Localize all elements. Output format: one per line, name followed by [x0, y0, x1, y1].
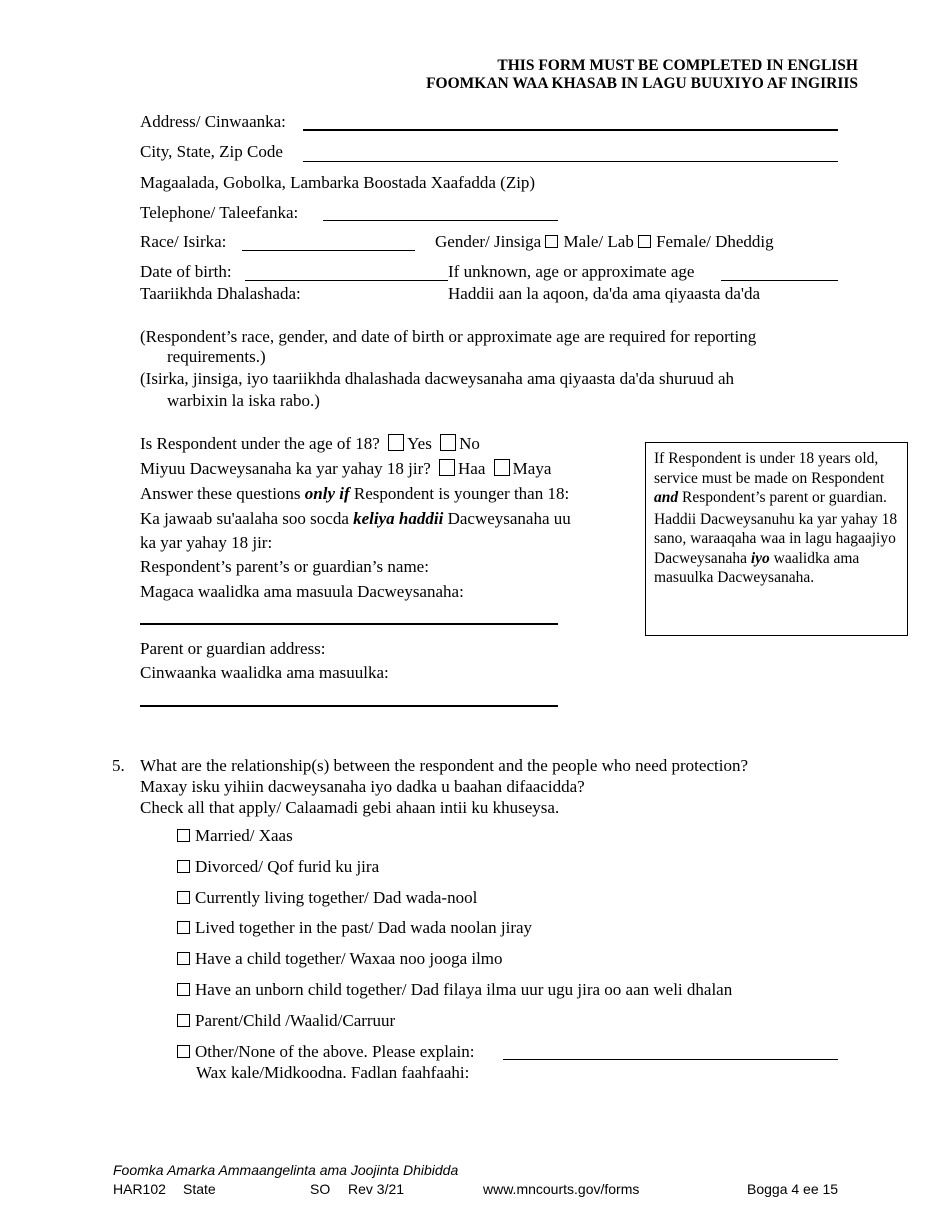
female-label: Female/ Dheddig — [656, 232, 774, 251]
male-label: Male/ Lab — [563, 232, 634, 251]
no-checkbox[interactable] — [440, 434, 456, 451]
footer-page-number: Bogga 4 ee 15 — [747, 1181, 839, 1197]
footer-language: SO — [310, 1181, 331, 1197]
option-label: Other/None of the above. Please explain: — [195, 1042, 475, 1061]
question-5-somali: Maxay isku yihiin dacweysanaha iyo dadka u baahan difaacidda? — [140, 777, 585, 796]
female-checkbox[interactable] — [638, 235, 651, 248]
yes-checkbox[interactable] — [388, 434, 404, 451]
dob-label: Date of birth: — [140, 262, 232, 281]
header-somali-notice: FOOMKAN WAA KHASAB IN LAGU BUUXIYO AF INGIRIIS — [426, 75, 858, 92]
approx-age-label: If unknown, age or approximate age — [448, 262, 695, 281]
option-label: Lived together in the past/ Dad wada noolan jiray — [195, 918, 533, 937]
answer-text-somali: Ka jawaab su'aalaha soo socda — [140, 509, 354, 528]
checkbox[interactable] — [177, 829, 190, 842]
footer-form-code: HAR102 — [113, 1181, 166, 1197]
gender-label: Gender/ Jinsiga — [435, 232, 542, 251]
notice-somali — [654, 510, 899, 588]
question-5-english: What are the relationship(s) between the respondent and the people who need protection? — [140, 756, 748, 775]
option-label: Parent/Child /Waalid/Carruur — [195, 1011, 396, 1030]
yes-label: Yes — [407, 434, 432, 453]
guardian-address-field[interactable] — [140, 705, 558, 707]
option-label: Currently living together/ Dad wada-nool — [195, 888, 478, 907]
guardian-name-field[interactable] — [140, 623, 558, 625]
note-english-cont: requirements.) — [167, 347, 266, 366]
notice-text-somali-end: waalidka ama masuulka Dacweysanaha. — [654, 549, 860, 586]
answer-instruction-somali-cont: ka yar yahay 18 jir: — [140, 533, 273, 552]
option-unborn-child[interactable] — [177, 980, 732, 1000]
no-label: No — [459, 434, 480, 453]
checkbox[interactable] — [177, 921, 190, 934]
option-living-together[interactable] — [177, 888, 477, 908]
option-label: Married/ Xaas — [195, 826, 293, 845]
option-other[interactable] — [177, 1042, 474, 1062]
under-18-question — [140, 434, 480, 454]
option-married[interactable] — [177, 826, 293, 846]
notice-text-somali: Haddii Dacweysanuhu ka yar yahay 18 sano, waraaqaha waa in lagu hagaajiyo Dacweysanaha — [654, 510, 898, 567]
answer-emphasis: only if — [304, 484, 350, 503]
gender-row — [435, 232, 774, 252]
notice-text-end: Respondent’s parent or guardian. — [678, 489, 887, 506]
note-somali: (Isirka, jinsiga, iyo taariikhda dhalashada dacweysanaha ama qiyaasta da'da shuruud ah — [140, 369, 735, 388]
answer-text-somali-end: Dacweysanaha uu — [443, 509, 571, 528]
footer-url: www.mncourts.gov/forms — [483, 1181, 640, 1197]
under-18-label: Is Respondent under the age of 18? — [140, 434, 380, 453]
option-label: Have a child together/ Waxaa noo jooga ilmo — [195, 949, 503, 968]
option-other-somali: Wax kale/Midkoodna. Fadlan faahfaahi: — [196, 1063, 470, 1082]
checkbox[interactable] — [177, 1014, 190, 1027]
dob-label-somali: Taariikhda Dhalashada: — [140, 284, 301, 303]
approx-age-label-somali: Haddii aan la aqoon, da'da ama qiyaasta da'da — [448, 284, 760, 303]
option-lived-together-past[interactable] — [177, 918, 532, 938]
notice-emphasis-somali: iyo — [750, 549, 770, 567]
notice-text: If Respondent is under 18 years old, service must be made on Respondent — [654, 450, 885, 487]
note-somali-cont: warbixin la iska rabo.) — [167, 391, 320, 410]
maya-checkbox[interactable] — [494, 459, 510, 476]
notice-emphasis: and — [654, 489, 679, 506]
race-field[interactable] — [242, 250, 415, 251]
guardian-name-label-somali: Magaca waalidka ama masuula Dacweysanaha: — [140, 582, 464, 601]
question-number: 5. — [112, 756, 125, 775]
footer-revision: Rev 3/21 — [348, 1181, 405, 1197]
address-field[interactable] — [303, 129, 838, 131]
minor-service-notice-box — [645, 442, 908, 636]
city-label: City, State, Zip Code — [140, 142, 283, 161]
option-label: Have an unborn child together/ Dad filaya ilma uur ugu jira oo aan weli dhalan — [195, 980, 733, 999]
checkbox[interactable] — [177, 891, 190, 904]
option-child-together[interactable] — [177, 949, 503, 969]
notice-english — [654, 449, 899, 508]
telephone-field[interactable] — [323, 220, 558, 221]
answer-instruction-somali — [140, 509, 571, 529]
maya-label: Maya — [512, 459, 552, 478]
other-explain-field[interactable] — [503, 1059, 838, 1060]
footer-form-title: Foomka Amarka Ammaangelinta ama Joojinta Dhibidda — [113, 1162, 459, 1178]
option-parent-child[interactable] — [177, 1011, 395, 1031]
race-label: Race/ Isirka: — [140, 232, 227, 251]
answer-text-end: Respondent is younger than 18: — [349, 484, 570, 503]
address-label: Address/ Cinwaanka: — [140, 112, 286, 131]
approx-age-field[interactable] — [721, 280, 838, 281]
guardian-address-label-somali: Cinwaanka waalidka ama masuulka: — [140, 663, 389, 682]
answer-emphasis-somali: keliya haddii — [353, 509, 444, 528]
city-field[interactable] — [303, 161, 838, 162]
under-18-question-somali — [140, 459, 551, 479]
footer-state: State — [183, 1181, 216, 1197]
checkbox[interactable] — [177, 860, 190, 873]
checkbox[interactable] — [177, 952, 190, 965]
telephone-label: Telephone/ Taleefanka: — [140, 203, 299, 222]
city-label-somali: Magaalada, Gobolka, Lambarka Boostada Xaafadda (Zip) — [140, 173, 536, 192]
answer-text: Answer these questions — [140, 484, 305, 503]
haa-label: Haa — [458, 459, 486, 478]
under-18-label-somali: Miyuu Dacweysanaha ka yar yahay 18 jir? — [140, 459, 431, 478]
answer-instruction — [140, 484, 569, 504]
question-5-instruction: Check all that apply/ Calaamadi gebi ahaan intii ku khuseysa. — [140, 798, 560, 817]
guardian-name-label: Respondent’s parent’s or guardian’s name: — [140, 557, 429, 576]
header-english-notice: THIS FORM MUST BE COMPLETED IN ENGLISH — [497, 57, 858, 74]
male-checkbox[interactable] — [545, 235, 558, 248]
option-label: Divorced/ Qof furid ku jira — [195, 857, 380, 876]
option-divorced[interactable] — [177, 857, 379, 877]
checkbox[interactable] — [177, 983, 190, 996]
checkbox[interactable] — [177, 1045, 190, 1058]
note-english: (Respondent’s race, gender, and date of birth or approximate age are required for reporting — [140, 327, 757, 346]
guardian-address-label: Parent or guardian address: — [140, 639, 326, 658]
haa-checkbox[interactable] — [439, 459, 455, 476]
dob-field[interactable] — [245, 280, 448, 281]
